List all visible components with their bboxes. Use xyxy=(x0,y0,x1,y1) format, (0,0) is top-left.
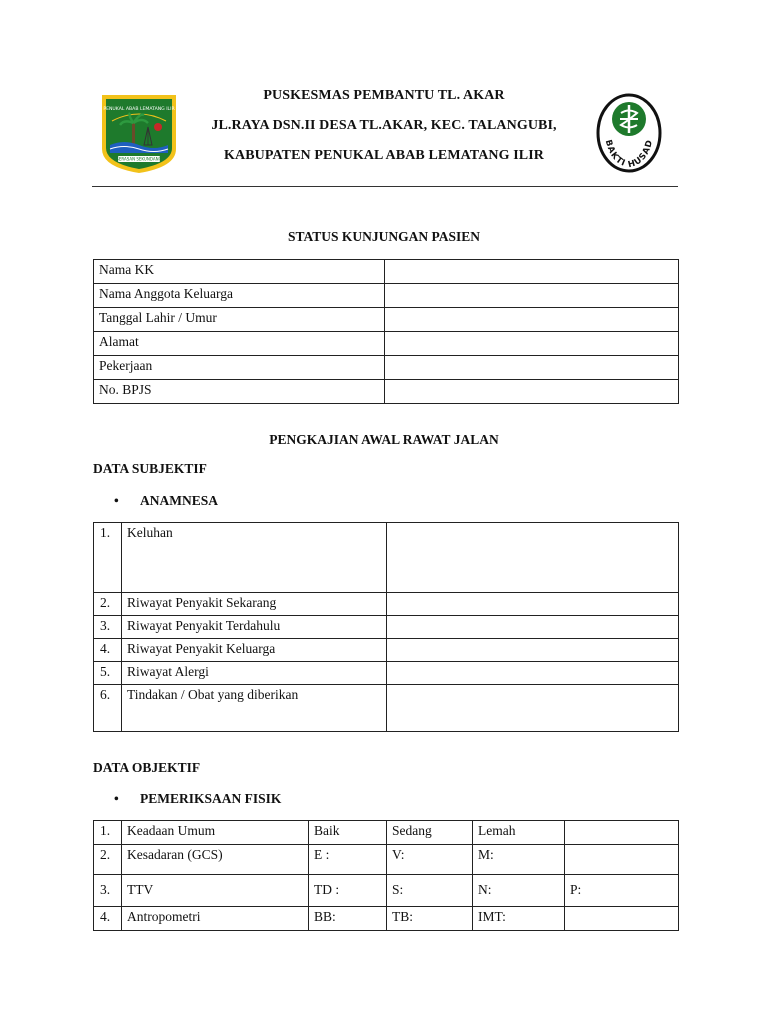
logo-left-motto: SERASAN SEKUNDANG xyxy=(116,156,162,162)
row-label: Riwayat Penyakit Terdahulu xyxy=(122,616,387,639)
row-number: 4. xyxy=(94,639,122,662)
anamnesa-label: ANAMNESA xyxy=(140,493,219,508)
row-value xyxy=(387,639,679,662)
header-line-2: JL.RAYA DSN.II DESA TL.AKAR, KEC. TALANGUBI, xyxy=(211,118,557,133)
row-cell: E : xyxy=(309,845,387,875)
anamnesa-row xyxy=(94,593,679,616)
status-row xyxy=(94,284,679,308)
row-cell: TB: xyxy=(387,907,473,931)
row-value xyxy=(387,593,679,616)
row-cell: Baik xyxy=(309,821,387,845)
pemeriksaan-table xyxy=(93,820,679,931)
pemeriksaan-row xyxy=(94,845,679,875)
row-cell: S: xyxy=(387,875,473,907)
row-label: Keluhan xyxy=(122,523,387,593)
status-value xyxy=(385,380,679,404)
row-cell xyxy=(565,907,679,931)
row-value xyxy=(387,616,679,639)
status-row xyxy=(94,308,679,332)
anamnesa-row xyxy=(94,639,679,662)
bullet-glyph: • xyxy=(114,493,119,508)
row-cell: IMT: xyxy=(473,907,565,931)
status-label: Nama KK xyxy=(94,260,385,284)
row-cell: V: xyxy=(387,845,473,875)
row-value xyxy=(387,685,679,732)
anamnesa-row xyxy=(94,685,679,732)
row-number: 4. xyxy=(94,907,122,931)
status-title: STATUS KUNJUNGAN PASIEN xyxy=(287,229,481,244)
anamnesa-table xyxy=(93,522,679,732)
status-row xyxy=(94,260,679,284)
anamnesa-bullet xyxy=(114,493,218,509)
anamnesa-row xyxy=(94,523,679,593)
anamnesa-row xyxy=(94,662,679,685)
header-line-3: KABUPATEN PENUKAL ABAB LEMATANG ILIR xyxy=(224,148,544,163)
pemeriksaan-row xyxy=(94,875,679,907)
pemeriksaan-row xyxy=(94,907,679,931)
bakti-husada-logo xyxy=(596,93,662,173)
status-value xyxy=(385,356,679,380)
row-cell: TD : xyxy=(309,875,387,907)
row-cell xyxy=(565,845,679,875)
pemeriksaan-label: PEMERIKSAAN FISIK xyxy=(140,791,282,806)
row-label: Riwayat Penyakit Sekarang xyxy=(122,593,387,616)
pengkajian-title: PENGKAJIAN AWAL RAWAT JALAN xyxy=(269,432,499,447)
row-number: 3. xyxy=(94,875,122,907)
row-number: 6. xyxy=(94,685,122,732)
status-value xyxy=(385,260,679,284)
row-number: 2. xyxy=(94,845,122,875)
row-number: 1. xyxy=(94,523,122,593)
bullet-glyph: • xyxy=(114,791,119,806)
row-number: 2. xyxy=(94,593,122,616)
row-cell: N: xyxy=(473,875,565,907)
status-label: Alamat xyxy=(94,332,385,356)
status-row xyxy=(94,332,679,356)
pemeriksaan-row xyxy=(94,821,679,845)
row-cell: M: xyxy=(473,845,565,875)
status-value xyxy=(385,332,679,356)
row-label: Tindakan / Obat yang diberikan xyxy=(122,685,387,732)
row-cell: Sedang xyxy=(387,821,473,845)
status-value xyxy=(385,284,679,308)
row-label: Riwayat Alergi xyxy=(122,662,387,685)
status-label: Tanggal Lahir / Umur xyxy=(94,308,385,332)
status-label: Nama Anggota Keluarga xyxy=(94,284,385,308)
header-line-1: PUSKESMAS PEMBANTU TL. AKAR xyxy=(263,88,505,103)
row-number: 3. xyxy=(94,616,122,639)
row-value xyxy=(387,523,679,593)
row-label: Antropometri xyxy=(122,907,309,931)
objektif-title: DATA OBJEKTIF xyxy=(93,760,201,775)
row-label: Kesadaran (GCS) xyxy=(122,845,309,875)
header-divider xyxy=(92,186,678,187)
row-label: Riwayat Penyakit Keluarga xyxy=(122,639,387,662)
row-cell: P: xyxy=(565,875,679,907)
row-cell: BB: xyxy=(309,907,387,931)
status-value xyxy=(385,308,679,332)
logo-right-text: BAKTI HUSAD xyxy=(602,138,656,171)
row-value xyxy=(387,662,679,685)
row-number: 5. xyxy=(94,662,122,685)
status-row xyxy=(94,380,679,404)
row-number: 1. xyxy=(94,821,122,845)
status-row xyxy=(94,356,679,380)
subjektif-title: DATA SUBJEKTIF xyxy=(93,461,207,476)
status-table xyxy=(93,259,679,404)
row-label: Keadaan Umum xyxy=(122,821,309,845)
pemeriksaan-bullet xyxy=(114,791,281,807)
status-label: Pekerjaan xyxy=(94,356,385,380)
row-label: TTV xyxy=(122,875,309,907)
logo-left-text: PENUKAL ABAB LEMATANG ILIR xyxy=(103,107,175,112)
anamnesa-row xyxy=(94,616,679,639)
status-label: No. BPJS xyxy=(94,380,385,404)
row-cell xyxy=(565,821,679,845)
row-cell: Lemah xyxy=(473,821,565,845)
